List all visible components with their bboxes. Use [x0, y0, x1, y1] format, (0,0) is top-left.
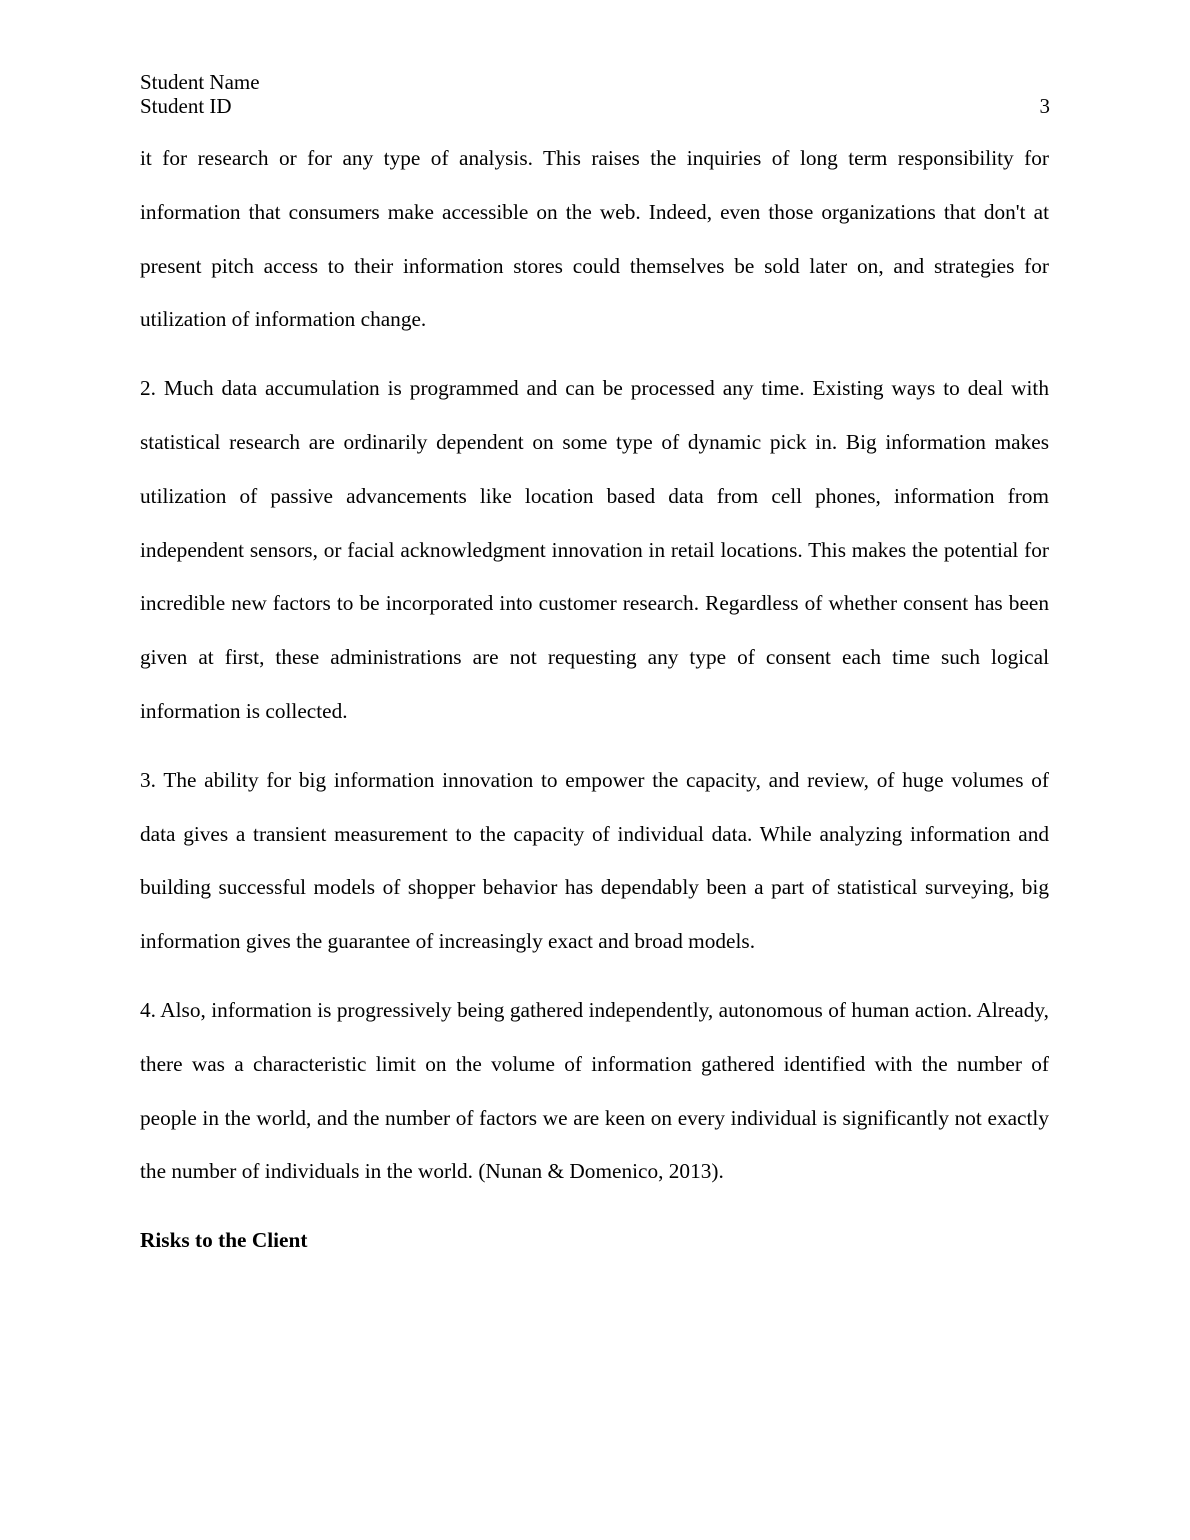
document-body: [140, 132, 1049, 1268]
page-header: [140, 70, 1050, 118]
paragraph-continuation: it for research or for any type of analysis. This raises the inquiries of long term responsibility for information that consumers make accessible on the web. Indeed, even those organizations that don't at present pitch access to their information stores could themselves be sold later on, and strategies for utilization of information change.: [140, 146, 1049, 332]
header-id-row: [140, 94, 1050, 118]
paragraph-point-3: 3. The ability for big information innovation to empower the capacity, and review, of huge volumes of data gives a transient measurement to the capacity of individual data. While analyzing information and building successful models of shopper behavior has dependably been a part of statistical surveying, big information gives the guarantee of increasingly exact and broad models.: [140, 767, 1049, 954]
section-heading: Risks to the Client: [140, 1228, 308, 1253]
page-number: 3: [1039, 94, 1050, 118]
student-id: Student ID: [140, 94, 232, 118]
paragraph-point-4: 4. Also, information is progressively being gathered independently, autonomous of human action. Already, there was a characteristic limit on the volume of information gathered identified with the number of people in the world, and the number of factors we are keen on every individual is significantly not exactly the number of individuals in the world. (Nunan & Domenico, 2013).: [140, 997, 1049, 1184]
student-name: Student Name: [140, 70, 260, 94]
paragraph-point-2: 2. Much data accumulation is programmed and can be processed any time. Existing ways to deal with statistical research are ordinarily dependent on some type of dynamic pick in. Big information makes utilization of passive advancements like location based data from cell phones, information from independent sensors, or facial acknowledgment innovation in retail locations. This makes the potential for incredible new factors to be incorporated into customer research. Regardless of whether consent has been given at first, these administrations are not requesting any type of consent each time such logical information is collected.: [140, 376, 1049, 723]
